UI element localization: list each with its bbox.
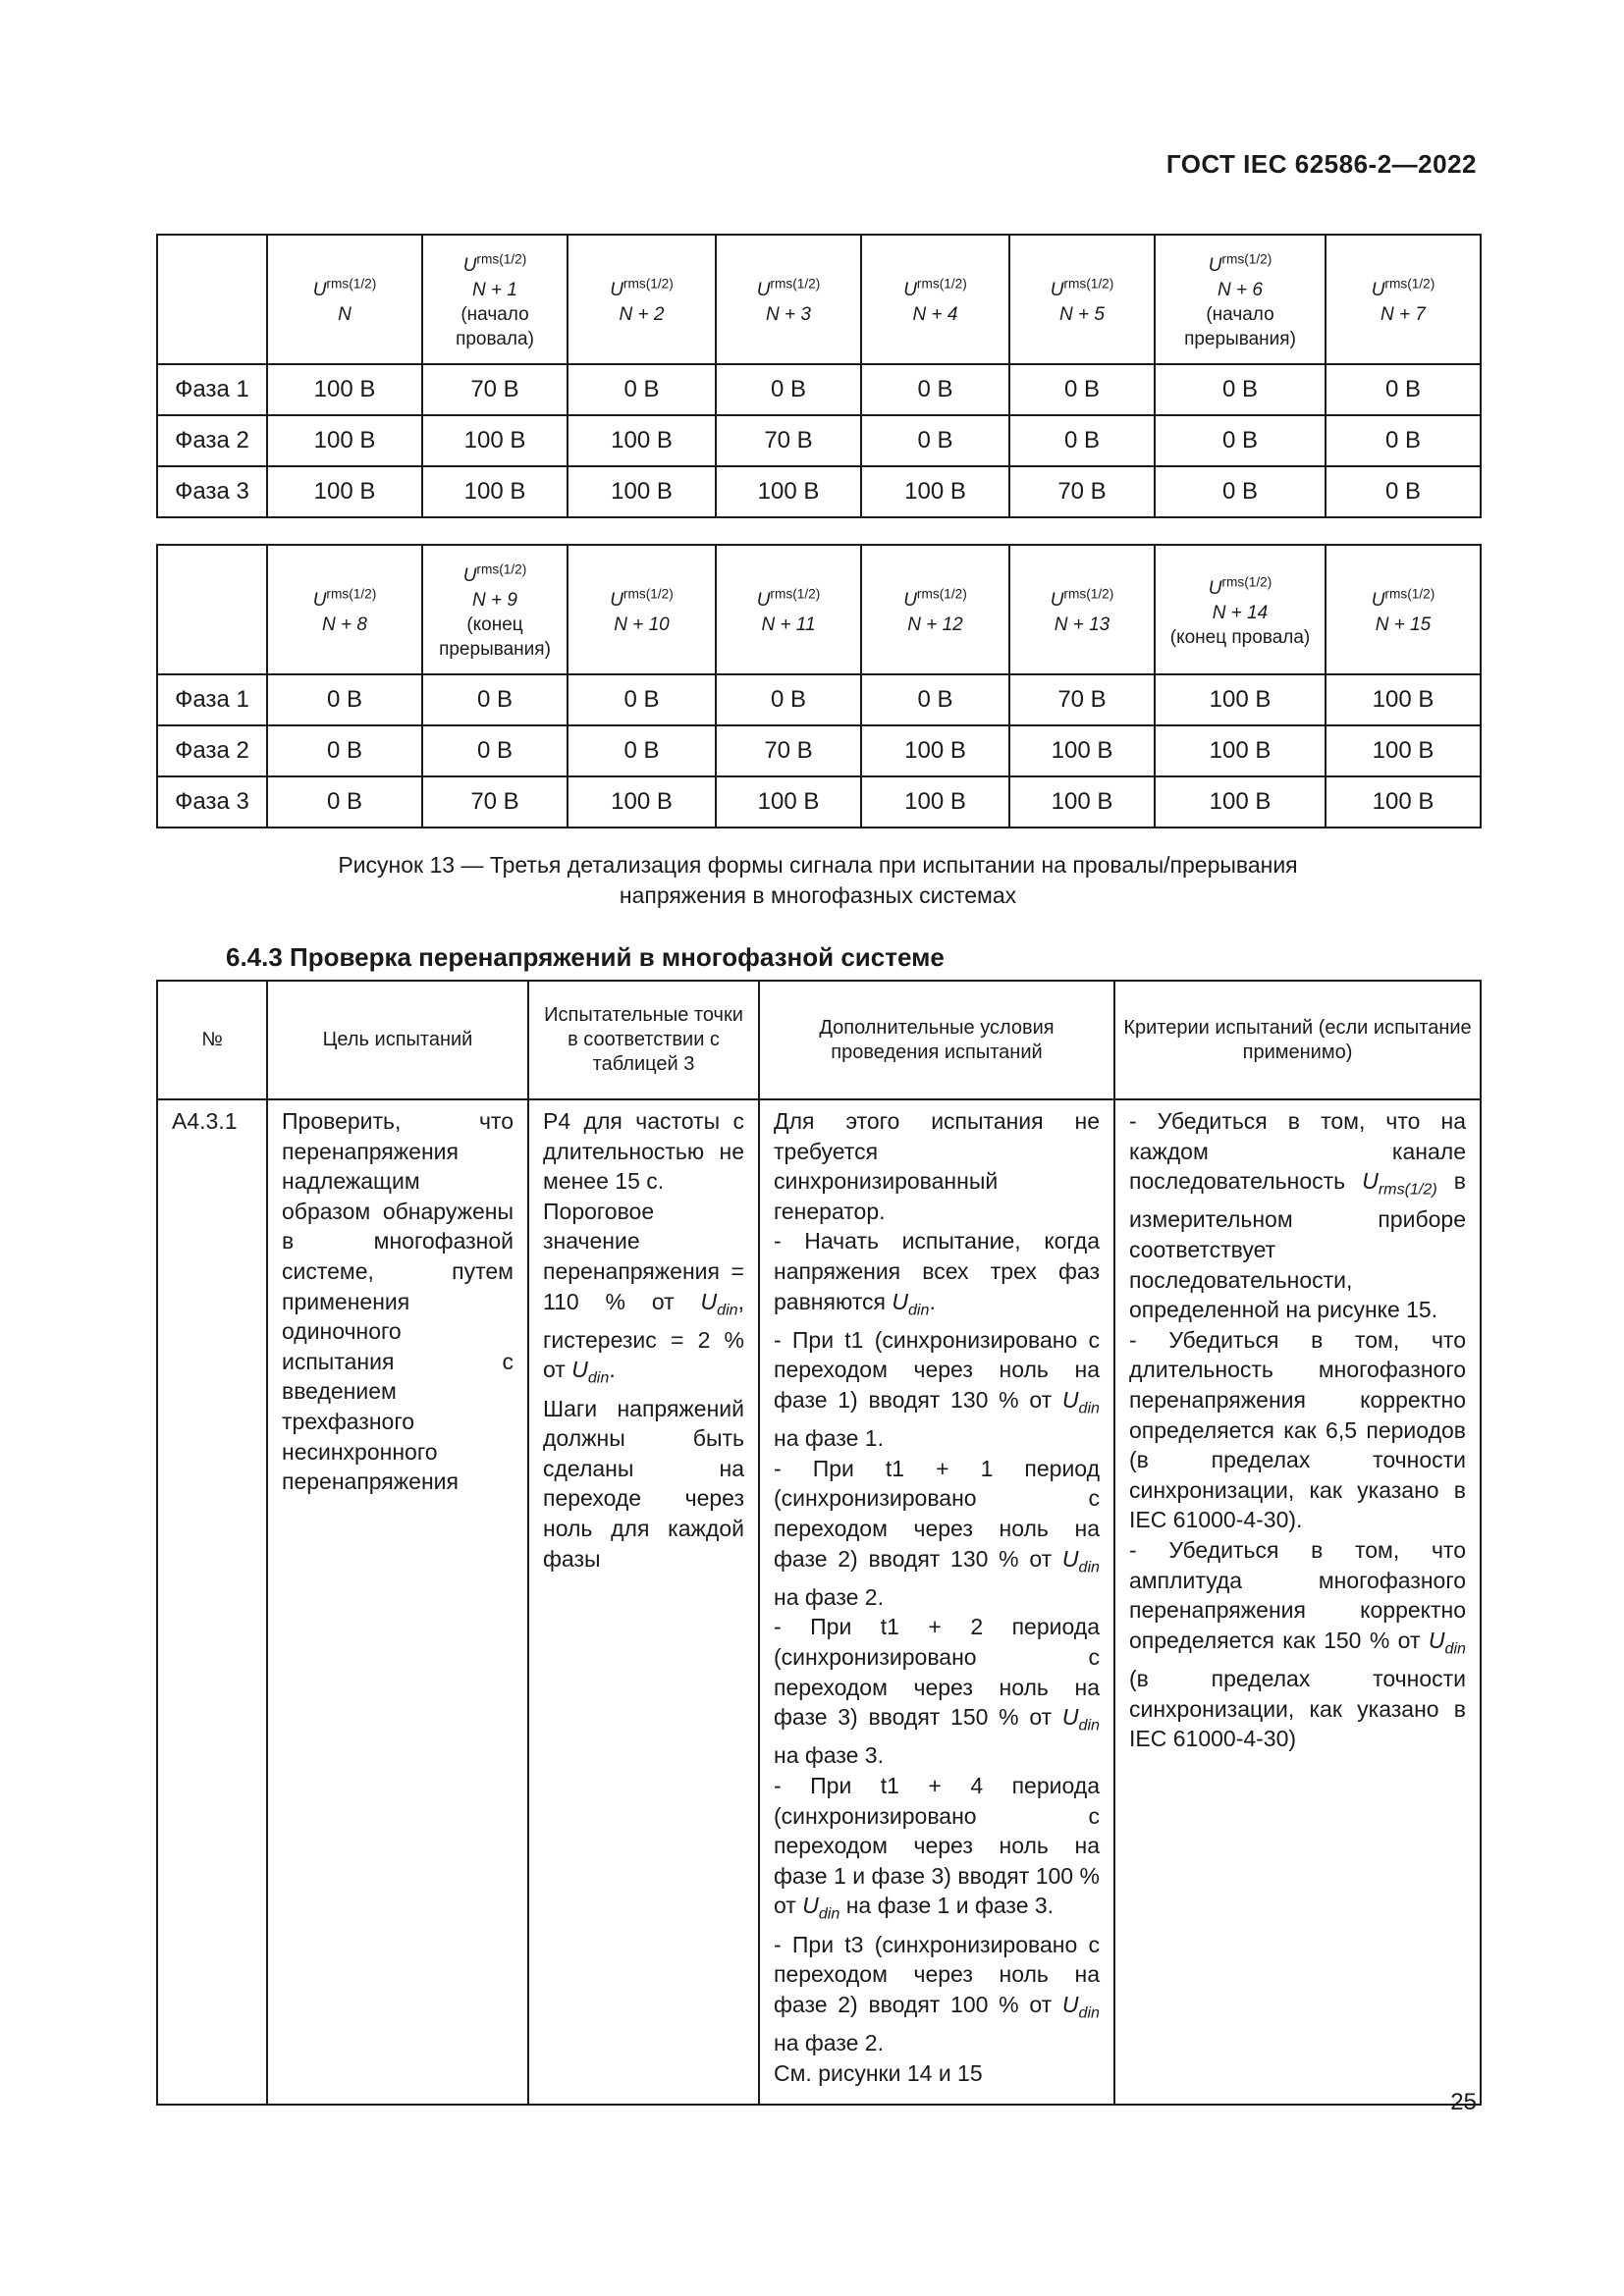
cond-6b: на фазе 1 и фазе 3. xyxy=(839,1893,1055,1919)
cond-5a: - При t1 + 2 периода (синхронизировано с переходом через ноль на фазе 3) вводят 150 % от xyxy=(774,1614,1100,1731)
u-symbol: $U^{rms(1/2)}$ xyxy=(1050,276,1114,301)
voltage-cell: 0 В xyxy=(861,415,1009,466)
rms-subscript: rms(1/2) xyxy=(1378,1180,1437,1199)
voltage-cell: 0 В xyxy=(1155,466,1326,517)
voltage-cell: 0 В xyxy=(861,674,1009,725)
test-table-header xyxy=(157,981,1481,1099)
phase-label: Фаза 2 xyxy=(157,415,267,466)
u-symbol: $U^{rms(1/2)}$ xyxy=(462,561,527,587)
voltage-cell: 100 В xyxy=(861,776,1009,828)
wave-column-header xyxy=(861,545,1009,674)
u-subscript: rms(1/2) xyxy=(1384,276,1435,292)
u-symbol: $U^{rms(1/2)}$ xyxy=(1208,251,1272,277)
voltage-cell: 70 В xyxy=(1009,674,1155,725)
cond-6a: - При t1 + 4 периода (синхронизировано с переходом через ноль на фазе 1 и фазе 3) вводят 100 % от xyxy=(774,1772,1100,1919)
voltage-cell: 0 В xyxy=(1155,364,1326,415)
wave-column-header xyxy=(267,235,422,364)
voltage-cell: 100 В xyxy=(568,415,716,466)
voltage-cell: 100 В xyxy=(716,776,861,828)
wave-column-header xyxy=(1155,545,1326,674)
u-subscript: rms(1/2) xyxy=(326,276,377,292)
phase-row xyxy=(157,674,1481,725)
phase-row xyxy=(157,466,1481,517)
voltage-cell: 0 В xyxy=(861,364,1009,415)
voltage-cell: 0 В xyxy=(267,674,422,725)
din-subscript: din xyxy=(1078,1558,1100,1576)
crit-1a: - Убедиться в том, что на каждом канале последовательность xyxy=(1129,1108,1466,1195)
cond-8: См. рисунки 14 и 15 xyxy=(774,2059,983,2086)
wave-header-row xyxy=(157,545,1481,674)
voltage-cell: 100 В xyxy=(568,776,716,828)
u-symbol: $U^{rms(1/2)}$ xyxy=(1050,586,1114,612)
caption-line-2: напряжения в многофазных системах xyxy=(619,882,1017,908)
wave-column-header xyxy=(422,545,568,674)
n-index: N + 4 xyxy=(912,304,958,326)
voltage-cell: 100 В xyxy=(267,466,422,517)
wave-column-header xyxy=(716,235,861,364)
u-symbol: $U^{rms(1/2)}$ xyxy=(1371,586,1435,612)
page-number: 25 xyxy=(1450,2089,1477,2115)
din-subscript: din xyxy=(1078,1716,1100,1735)
n-index: N + 3 xyxy=(766,304,811,326)
voltage-cell: 100 В xyxy=(267,415,422,466)
test-criteria xyxy=(1114,1099,1481,2105)
document-code: ГОСТ IEC 62586-2—2022 xyxy=(1165,149,1477,179)
wave-column-header xyxy=(568,545,716,674)
points-p2a: Пороговое значение перенапряжения = 110 % от xyxy=(543,1198,744,1314)
din-subscript: din xyxy=(1078,2003,1100,2022)
n-index: N + 5 xyxy=(1059,304,1105,326)
din-subscript: din xyxy=(818,1904,840,1923)
n-index: N + 11 xyxy=(761,614,816,636)
u-subscript: rms(1/2) xyxy=(770,276,821,292)
wave-column-header xyxy=(716,545,861,674)
u-rms-symbol: $U_{rms(1/2)}$ xyxy=(1362,1168,1437,1199)
u-symbol: $U^{rms(1/2)}$ xyxy=(1208,574,1272,599)
voltage-cell: 0 В xyxy=(716,364,861,415)
u-din-symbol: $U_{din}$ xyxy=(802,1893,840,1923)
points-p2c: . xyxy=(609,1357,616,1383)
u-symbol: $U^{rms(1/2)}$ xyxy=(756,586,821,612)
phase-row xyxy=(157,364,1481,415)
voltage-cell: 70 В xyxy=(1009,466,1155,517)
voltage-cell: 100 В xyxy=(568,466,716,517)
u-symbol: $U^{rms(1/2)}$ xyxy=(610,586,674,612)
wave-column-header xyxy=(861,235,1009,364)
cond-3b: на фазе 1. xyxy=(774,1425,884,1452)
phase-label: Фаза 3 xyxy=(157,776,267,828)
n-index: N + 1 xyxy=(472,280,517,301)
u-din-symbol: $U_{din}$ xyxy=(892,1288,930,1319)
voltage-cell: 100 В xyxy=(1155,776,1326,828)
n-index: N + 10 xyxy=(614,614,670,636)
voltage-cell: 70 В xyxy=(716,725,861,776)
n-index: N + 13 xyxy=(1054,614,1110,636)
test-number: A4.3.1 xyxy=(157,1099,267,2105)
u-symbol: $U^{rms(1/2)}$ xyxy=(1371,276,1435,301)
phase-label: Фаза 1 xyxy=(157,364,267,415)
u-symbol: $U^{rms(1/2)}$ xyxy=(903,586,967,612)
u-subscript: rms(1/2) xyxy=(1384,586,1435,602)
u-symbol: $U^{rms(1/2)}$ xyxy=(903,276,967,301)
crit-1b: в измерительном приборе соответствует последовательности, определенной на рисунке 15. xyxy=(1129,1168,1466,1323)
cond-5b: на фазе 3. xyxy=(774,1742,884,1769)
cond-7a: - При t3 (синхронизировано с переходом через ноль на фазе 2) вводят 100 % от xyxy=(774,1931,1100,2017)
cond-4b: на фазе 2. xyxy=(774,1583,884,1610)
corner-cell xyxy=(157,545,267,674)
voltage-cell: 100 В xyxy=(1009,725,1155,776)
voltage-cell: 0 В xyxy=(422,674,568,725)
din-subscript: din xyxy=(587,1369,610,1387)
crit-2: - Убедиться в том, что длительность многофазного перенапряжения корректно определяется как 6,5 периодов (в пределах точности синхронизации, как указано в IEC 61000-4-30). xyxy=(1129,1326,1466,1533)
header-no: № xyxy=(157,981,267,1099)
u-din-symbol: $U_{din}$ xyxy=(1061,1386,1100,1417)
wave-column-header xyxy=(1009,235,1155,364)
u-din-symbol: $U_{din}$ xyxy=(700,1288,738,1319)
u-subscript: rms(1/2) xyxy=(1221,251,1272,267)
phase-label: Фаза 1 xyxy=(157,674,267,725)
figure-caption xyxy=(156,850,1480,911)
u-subscript: rms(1/2) xyxy=(623,586,674,602)
wave-column-header xyxy=(1155,235,1326,364)
crit-3a: - Убедиться в том, что амплитуда многофазного перенапряжения корректно определяется как 150 % от xyxy=(1129,1536,1466,1653)
wave-column-header xyxy=(1009,545,1155,674)
phase-label: Фаза 2 xyxy=(157,725,267,776)
header-points: Испытательные точки в соответствии с таблицей 3 xyxy=(528,981,759,1099)
u-subscript: rms(1/2) xyxy=(623,276,674,292)
wave-header-row xyxy=(157,235,1481,364)
test-row xyxy=(157,1099,1481,2105)
column-note: (начало прерывания) xyxy=(1184,304,1296,350)
wave-column-header xyxy=(422,235,568,364)
u-subscript: rms(1/2) xyxy=(1063,276,1114,292)
phase-row xyxy=(157,776,1481,828)
voltage-cell: 100 В xyxy=(1326,674,1481,725)
phase-row xyxy=(157,415,1481,466)
u-symbol: $U^{rms(1/2)}$ xyxy=(312,276,377,301)
voltage-cell: 100 В xyxy=(861,725,1009,776)
n-index: N + 9 xyxy=(472,590,517,612)
n-index: N xyxy=(338,304,352,326)
voltage-cell: 100 В xyxy=(861,466,1009,517)
n-index: N + 14 xyxy=(1212,602,1269,623)
voltage-cell: 0 В xyxy=(1009,364,1155,415)
n-index: N + 12 xyxy=(907,614,963,636)
column-note: (конец прерывания) xyxy=(439,614,551,661)
header-goal: Цель испытаний xyxy=(267,981,528,1099)
cond-1: Для этого испытания не требуется синхронизированный генератор. xyxy=(774,1108,1100,1224)
voltage-cell: 0 В xyxy=(568,725,716,776)
voltage-cell: 100 В xyxy=(267,364,422,415)
u-din-symbol: $U_{din}$ xyxy=(1061,1545,1100,1576)
u-symbol: $U^{rms(1/2)}$ xyxy=(610,276,674,301)
points-p3: Шаги напряжений должны быть сделаны на переходе через ноль для каждой фазы xyxy=(543,1395,744,1572)
n-index: N + 8 xyxy=(322,614,367,636)
test-goal: Проверить, что перенапряжения надлежащим образом обнаружены в многофазной системе, путем применения одиночного испытания с введением трехфазного несинхронного перенапряжения xyxy=(267,1099,528,2105)
wave-column-header xyxy=(1326,235,1481,364)
din-subscript: din xyxy=(1078,1399,1100,1417)
voltage-cell: 100 В xyxy=(422,466,568,517)
cond-4a: - При t1 + 1 период (синхронизировано с переходом через ноль на фазе 2) вводят 130 % от xyxy=(774,1455,1100,1572)
din-subscript: din xyxy=(1444,1639,1466,1658)
voltage-cell: 0 В xyxy=(568,364,716,415)
phase-label: Фаза 3 xyxy=(157,466,267,517)
u-subscript: rms(1/2) xyxy=(326,586,377,602)
voltage-cell: 0 В xyxy=(1155,415,1326,466)
voltage-cell: 70 В xyxy=(422,776,568,828)
u-symbol: $U^{rms(1/2)}$ xyxy=(756,276,821,301)
wave-column-header xyxy=(267,545,422,674)
n-index: N + 6 xyxy=(1218,280,1263,301)
column-note: (конец провала) xyxy=(1169,626,1311,648)
test-conditions xyxy=(759,1099,1114,2105)
voltage-cell: 100 В xyxy=(1155,725,1326,776)
wave-column-header xyxy=(1326,545,1481,674)
u-subscript: rms(1/2) xyxy=(916,586,967,602)
points-p2b: , гистерезис = 2 % от xyxy=(543,1288,744,1383)
voltage-cell: 0 В xyxy=(1326,466,1481,517)
u-din-symbol: $U_{din}$ xyxy=(571,1357,610,1387)
voltage-cell: 0 В xyxy=(1326,364,1481,415)
cond-2a: - Начать испытание, когда напряжения всех трех фаз равняются xyxy=(774,1228,1100,1314)
caption-line-1: Рисунок 13 — Третья детализация формы сигнала при испытании на провалы/прерывания xyxy=(338,852,1298,878)
voltage-cell: 0 В xyxy=(422,725,568,776)
header-criteria: Критерии испытаний (если испытание применимо) xyxy=(1114,981,1481,1099)
voltage-cell: 0 В xyxy=(1326,415,1481,466)
n-index: N + 7 xyxy=(1380,304,1426,326)
wave-column-header xyxy=(568,235,716,364)
u-subscript: rms(1/2) xyxy=(1063,586,1114,602)
voltage-cell: 0 В xyxy=(267,776,422,828)
voltage-cell: 70 В xyxy=(716,415,861,466)
points-p1: P4 для частоты с длительностью не менее 15 с. xyxy=(543,1108,744,1195)
n-index: N + 15 xyxy=(1375,614,1432,636)
header-conditions: Дополнительные условия проведения испытаний xyxy=(759,981,1114,1099)
voltage-cell: 100 В xyxy=(422,415,568,466)
voltage-cell: 100 В xyxy=(1155,674,1326,725)
cond-7b: на фазе 2. xyxy=(774,2029,884,2056)
waveform-table-1 xyxy=(156,234,1482,518)
u-subscript: rms(1/2) xyxy=(916,276,967,292)
phase-row xyxy=(157,725,1481,776)
din-subscript: din xyxy=(907,1301,930,1319)
voltage-cell: 70 В xyxy=(422,364,568,415)
test-table xyxy=(156,980,1482,2106)
u-symbol: $U^{rms(1/2)}$ xyxy=(462,251,527,277)
din-subscript: din xyxy=(717,1301,738,1319)
u-subscript: rms(1/2) xyxy=(476,251,527,267)
crit-3b: (в пределах точности синхронизации, как указано в IEC 61000-4-30) xyxy=(1129,1665,1466,1752)
test-points xyxy=(528,1099,759,2105)
u-din-symbol: $U_{din}$ xyxy=(1061,1991,1100,2022)
section-title: 6.4.3 Проверка перенапряжений в многофазной системе xyxy=(226,942,945,972)
waveform-table-2 xyxy=(156,544,1482,828)
cond-3a: - При t1 (синхронизировано с переходом через ноль на фазе 1) вводят 130 % от xyxy=(774,1326,1100,1413)
voltage-cell: 100 В xyxy=(716,466,861,517)
voltage-cell: 100 В xyxy=(1326,725,1481,776)
voltage-cell: 0 В xyxy=(568,674,716,725)
n-index: N + 2 xyxy=(619,304,665,326)
voltage-cell: 0 В xyxy=(716,674,861,725)
u-din-symbol: $U_{din}$ xyxy=(1428,1627,1466,1658)
cond-2b: . xyxy=(929,1288,936,1314)
u-subscript: rms(1/2) xyxy=(476,561,527,577)
u-symbol: $U^{rms(1/2)}$ xyxy=(312,586,377,612)
voltage-cell: 100 В xyxy=(1326,776,1481,828)
voltage-cell: 100 В xyxy=(1009,776,1155,828)
u-din-symbol: $U_{din}$ xyxy=(1061,1704,1100,1735)
corner-cell xyxy=(157,235,267,364)
column-note: (начало провала) xyxy=(456,304,534,350)
voltage-cell: 0 В xyxy=(1009,415,1155,466)
u-subscript: rms(1/2) xyxy=(1221,574,1272,590)
u-subscript: rms(1/2) xyxy=(770,586,821,602)
voltage-cell: 0 В xyxy=(267,725,422,776)
